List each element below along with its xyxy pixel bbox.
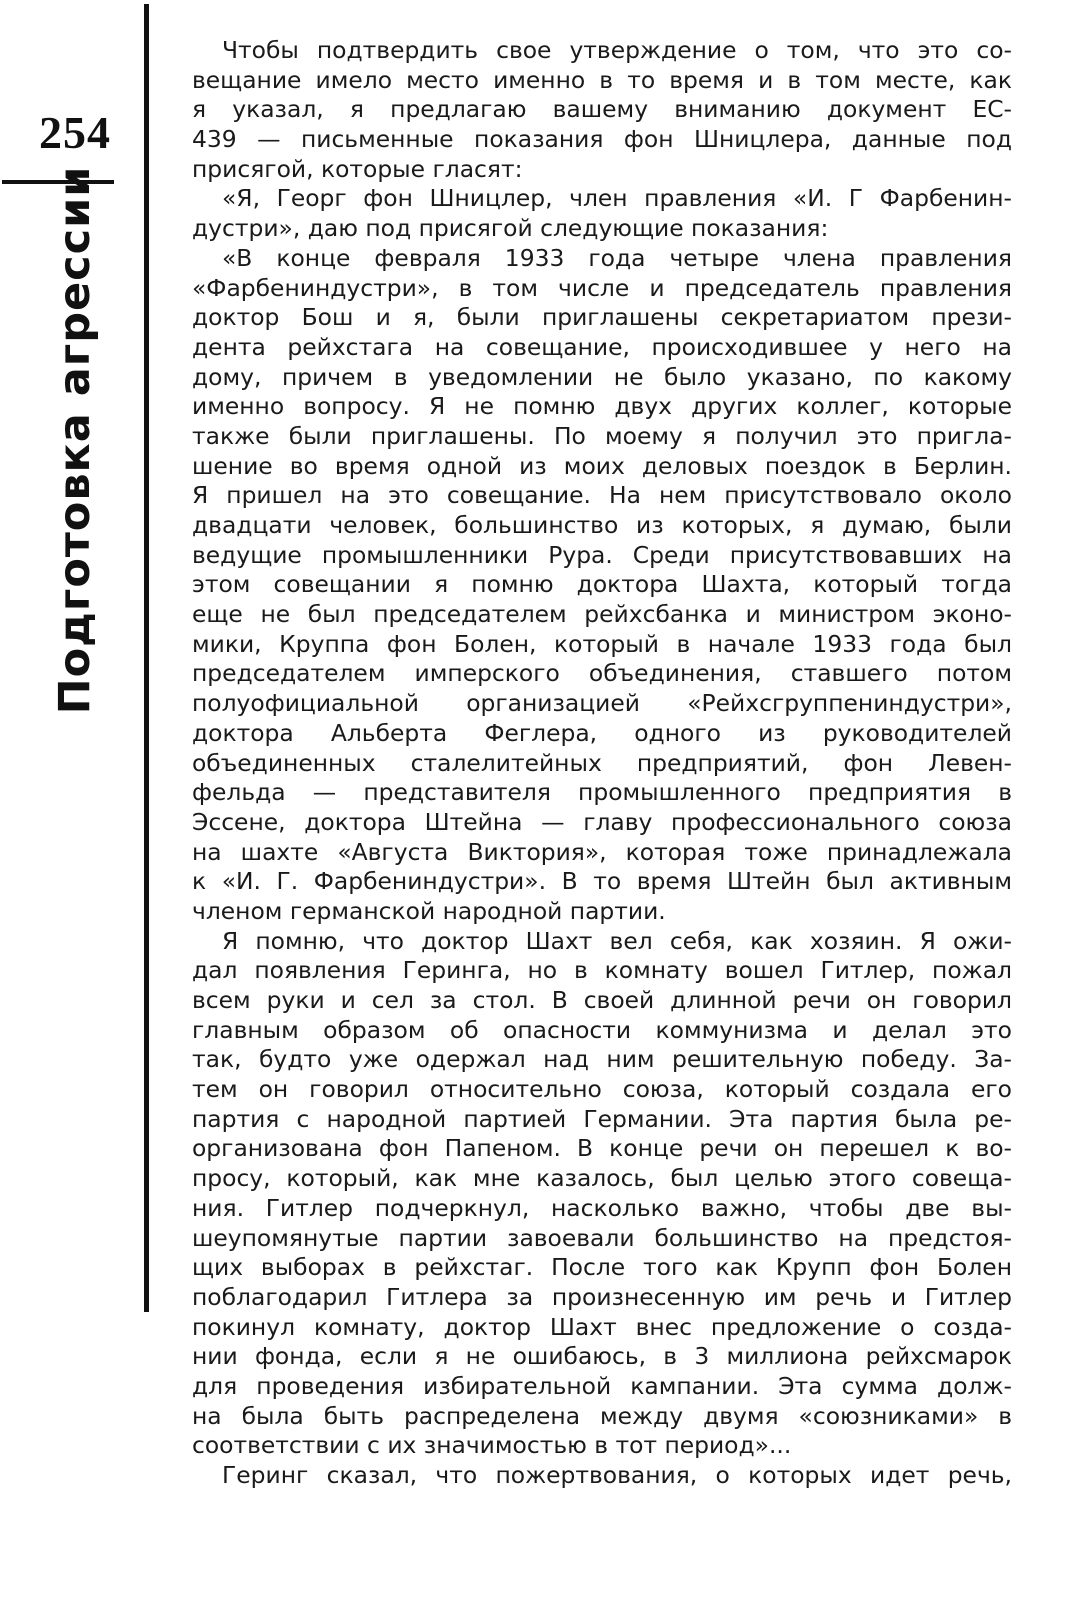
text-line: шение во время одной из моих деловых поездок в Берлин.	[192, 451, 1012, 480]
text-line: «Фарбениндустри», в том числе и председатель правления	[192, 273, 1012, 302]
text-line: на была быть распределена между двумя «союзниками» в	[192, 1401, 1012, 1430]
text-line: дустри», даю под присягой следующие показания:	[192, 214, 829, 243]
text-line: «В конце февраля 1933 года четыре члена правления	[222, 243, 1012, 272]
text-line: ведущие промышленники Рура. Среди присутствовавших на	[192, 540, 1012, 569]
text-line: вещание имело место именно в то время и в том месте, как	[192, 65, 1012, 94]
text-line: этом совещании я помню доктора Шахта, который тогда	[192, 570, 1012, 599]
text-line: шеупомянутые партии завоевали большинство на предстоя-	[192, 1223, 1012, 1252]
text-line: на шахте «Августа Виктория», которая тоже принадлежала	[192, 837, 1012, 866]
text-line: еще не был председателем рейхсбанка и министром эконо-	[192, 600, 1012, 629]
text-line: всем руки и сел за стол. В своей длинной речи он говорил	[192, 986, 1012, 1014]
text-line: нии фонда, если я не ошибаюсь, в 3 миллиона рейхсмарок	[192, 1342, 1012, 1371]
text-line: двадцати человек, большинство из которых, я думаю, были	[192, 511, 1012, 539]
text-line: щих выборах в рейхстаг. После того как Крупп фон Болен	[192, 1253, 1012, 1282]
text-line: дента рейхстага на совещание, происходившее у него на	[192, 332, 1012, 361]
text-line: партия с народной партией Германии. Эта партия была ре-	[192, 1104, 1012, 1133]
text-line: Эссене, доктора Штейна — главу профессионального союза	[192, 807, 1012, 836]
text-line: объединенных сталелитейных предприятий, фон Левен-	[192, 748, 1012, 777]
text-line: Я пришел на это совещание. На нем присутствовало около	[192, 481, 1012, 510]
text-line: покинул комнату, доктор Шахт внес предложение о созда-	[192, 1312, 1012, 1341]
text-line: главным образом об опасности коммунизма и делал это	[192, 1015, 1012, 1044]
text-line: доктора Альберта Феглера, одного из руководителей	[192, 718, 1012, 747]
text-line: ния. Гитлер подчеркнул, насколько важно, чтобы две вы-	[192, 1193, 1012, 1222]
text-line: фельда — представителя промышленного предприятия в	[192, 778, 1012, 807]
text-line: членом германской народной партии.	[192, 896, 666, 925]
text-line: 439 — письменные показания фон Шницлера, данные под	[192, 125, 1012, 154]
text-line: я указал, я предлагаю вашему вниманию документ ЕС-	[192, 95, 1012, 124]
body-text	[192, 36, 1012, 1491]
text-line: к «И. Г. Фарбениндустри». В то время Штейн был активным	[192, 867, 1012, 896]
text-line: тем он говорил относительно союза, который создала его	[192, 1075, 1012, 1104]
text-line: «Я, Георг фон Шницлер, член правления «И. Г Фарбенин-	[222, 184, 1012, 213]
text-line: полуофициальной организацией «Рейхсгруппениндустри»,	[192, 689, 1012, 718]
text-line: так, будто уже одержал над ним решительную победу. За-	[192, 1045, 1012, 1074]
text-line: мики, Круппа фон Болен, который в начале 1933 года был	[192, 629, 1012, 658]
text-line: Чтобы подтвердить свое утверждение о том, что это со-	[222, 36, 1012, 64]
text-line: также были приглашены. По моему я получил это пригла-	[192, 421, 1012, 450]
text-line: именно вопросу. Я не помню двух других коллег, которые	[192, 392, 1012, 421]
margin-vertical-rule	[144, 4, 149, 1312]
text-line: Геринг сказал, что пожертвования, о которых идет речь,	[222, 1461, 1012, 1489]
text-line: дал появления Геринга, но в комнату вошел Гитлер, пожал	[192, 956, 1012, 985]
text-line: для проведения избирательной кампании. Эта сумма долж-	[192, 1371, 1012, 1400]
text-line: дому, причем в уведомлении не было указано, по какому	[192, 362, 1012, 391]
text-line: соответствии с их значимостью в тот период»...	[192, 1431, 792, 1460]
page-number: 254	[39, 107, 111, 158]
text-line: Я помню, что доктор Шахт вел себя, как хозяин. Я ожи-	[222, 926, 1012, 955]
text-line: организована фон Папеном. В конце речи он перешел к во-	[192, 1134, 1012, 1163]
text-line: поблагодарил Гитлера за произнесенную им речь и Гитлер	[192, 1282, 1012, 1311]
running-section-title: Подготовка агрессии	[50, 165, 100, 715]
text-line: просу, который, как мне казалось, был целью этого совеща-	[192, 1164, 1012, 1193]
text-line: доктор Бош и я, были приглашены секретариатом прези-	[192, 303, 1012, 332]
text-line: присягой, которые гласят:	[192, 154, 523, 183]
text-line: председателем имперского объединения, ставшего потом	[192, 659, 1012, 688]
